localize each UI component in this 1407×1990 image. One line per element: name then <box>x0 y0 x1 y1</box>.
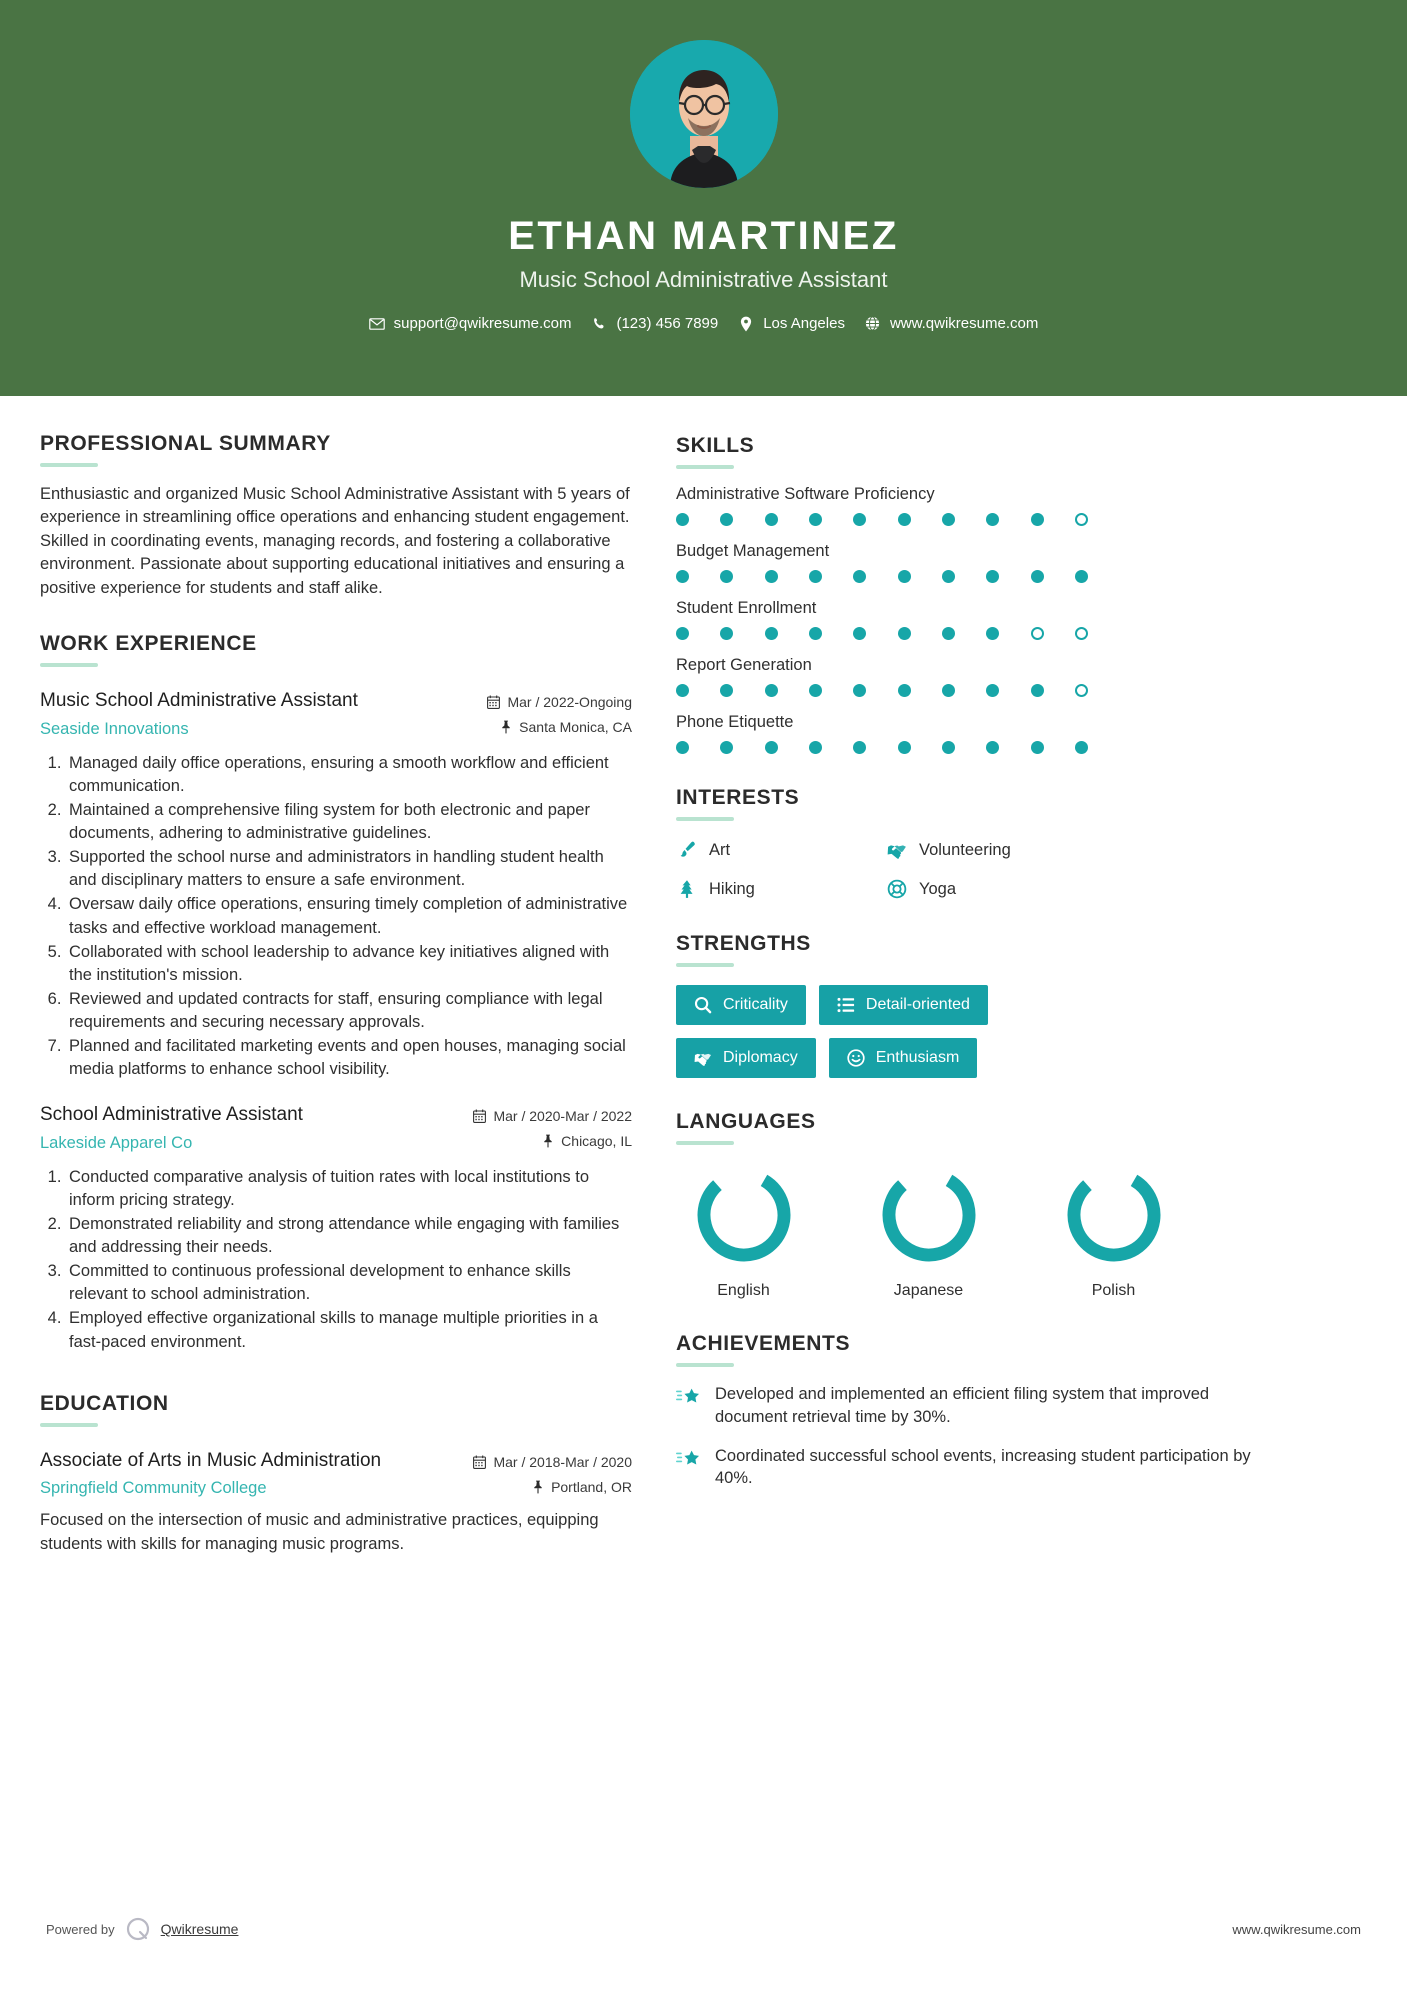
contact-email[interactable] <box>369 315 572 332</box>
paintbrush-icon <box>676 839 698 861</box>
work-bullet: 2. Maintained a comprehensive filing system for both electronic and paper documents, adhering to administrative guidelines. <box>66 799 632 845</box>
skill-item <box>676 485 1276 526</box>
work-entry-list <box>40 689 632 1354</box>
education-entry-meta <box>473 1449 632 1495</box>
qwikresume-brand-link[interactable]: Qwikresume <box>160 1921 239 1937</box>
skill-dot <box>765 741 778 754</box>
work-bullet: 2. Demonstrated reliability and strong attendance while engaging with families and addressing their needs. <box>66 1213 632 1259</box>
contact-location-text: Los Angeles <box>763 315 845 332</box>
star-badge-icon <box>676 1385 702 1411</box>
skill-dot <box>942 684 955 697</box>
work-bullet: 3. Supported the school nurse and administrators in handling student health and disciplinary matters to ensure a safe environment. <box>66 846 632 892</box>
strength-chip <box>819 985 988 1025</box>
contact-website-text: www.qwikresume.com <box>889 315 1039 332</box>
footer-url[interactable]: www.qwikresume.com <box>1232 1921 1361 1937</box>
work-entry-organization: Seaside Innovations <box>40 719 189 738</box>
work-entry <box>40 1103 632 1354</box>
skill-dot <box>942 741 955 754</box>
section-heading: PROFESSIONAL SUMMARY <box>40 432 331 455</box>
strength-chip <box>676 985 806 1025</box>
resume-header <box>0 0 1407 396</box>
education-entry-title: Associate of Arts in Music Administration <box>40 1449 382 1471</box>
contact-phone[interactable] <box>591 315 718 332</box>
work-bullet: 6. Reviewed and updated contracts for staff, ensuring compliance with legal requirements and securing necessary approvals. <box>66 988 632 1034</box>
achievement-list <box>676 1383 1276 1490</box>
work-entry-location: Santa Monica, CA <box>487 719 632 735</box>
location-pin-icon <box>738 316 754 332</box>
work-entry-meta <box>487 689 632 735</box>
contact-phone-text: (123) 456 7899 <box>616 315 719 332</box>
section-heading: LANGUAGES <box>676 1110 816 1133</box>
language-progress-ring <box>879 1165 979 1265</box>
language-item <box>676 1165 811 1300</box>
education-entry-date: Mar / 2018-Mar / 2020 <box>473 1454 632 1470</box>
calendar-icon <box>487 695 500 709</box>
calendar-icon <box>473 1455 486 1469</box>
powered-by-block <box>46 1916 238 1942</box>
skill-dot <box>1031 570 1044 583</box>
section-heading: ACHIEVEMENTS <box>676 1332 851 1355</box>
skill-list <box>676 485 1276 754</box>
pin-icon <box>499 720 512 734</box>
avatar-photo <box>630 40 778 188</box>
skill-dot <box>765 513 778 526</box>
achievement-item <box>676 1383 1276 1429</box>
education-entry <box>40 1449 632 1556</box>
section-professional-summary <box>40 432 632 600</box>
section-rule <box>40 663 98 667</box>
skill-dot <box>676 627 689 640</box>
interest-label: Art <box>709 840 731 859</box>
language-item <box>861 1165 996 1300</box>
skill-dot <box>853 513 866 526</box>
strength-chip <box>676 1038 816 1078</box>
section-interests <box>676 786 1276 900</box>
language-item <box>1046 1165 1181 1300</box>
work-bullet-list <box>40 752 632 1081</box>
section-work-experience <box>40 632 632 1354</box>
work-bullet: 4. Oversaw daily office operations, ensuring timely completion of administrative tasks and effective workload management. <box>66 893 632 939</box>
magnifier-icon <box>694 996 712 1014</box>
section-education <box>40 1392 632 1556</box>
skill-dot <box>1075 684 1088 697</box>
handshake-icon <box>694 1049 712 1067</box>
skill-dot <box>986 627 999 640</box>
pin-icon <box>541 1134 554 1148</box>
contact-email-text: support@qwikresume.com <box>393 315 572 332</box>
interest-item <box>676 839 886 861</box>
skill-dot <box>853 741 866 754</box>
envelope-icon <box>369 316 385 332</box>
strength-chip <box>829 1038 978 1078</box>
work-bullet-list <box>40 1166 632 1354</box>
professional-title: Music School Administrative Assistant <box>519 267 888 292</box>
list-icon <box>837 996 855 1014</box>
achievement-item <box>676 1445 1276 1491</box>
section-rule <box>40 463 98 467</box>
work-bullet: 1. Managed daily office operations, ensuring a smooth workflow and efficient communication. <box>66 752 632 798</box>
skill-rating <box>676 513 1088 526</box>
skill-dot <box>809 684 822 697</box>
skill-dot <box>986 684 999 697</box>
work-entry-date: Mar / 2020-Mar / 2022 <box>473 1108 632 1124</box>
skill-dot <box>720 741 733 754</box>
work-entry-title: School Administrative Assistant <box>40 1104 303 1126</box>
skill-dot <box>1031 741 1044 754</box>
section-rule <box>676 1363 734 1367</box>
work-bullet: 1. Conducted comparative analysis of tuition rates with local institutions to inform pricing strategy. <box>66 1166 632 1212</box>
contact-location <box>738 315 845 332</box>
skill-dot <box>765 570 778 583</box>
strength-label: Enthusiasm <box>875 1049 960 1066</box>
language-progress-ring <box>694 1165 794 1265</box>
globe-icon <box>865 316 881 332</box>
contact-website[interactable] <box>865 315 1038 332</box>
qwikresume-logo-icon <box>125 1916 151 1942</box>
interest-label: Hiking <box>709 879 755 898</box>
skill-item <box>676 542 1276 583</box>
contact-bar <box>369 315 1039 332</box>
strength-label: Diplomacy <box>723 1049 798 1066</box>
skill-dot <box>1031 513 1044 526</box>
work-bullet: 4. Employed effective organizational skills to manage multiple priorities in a fast-paced environment. <box>66 1307 632 1353</box>
phone-icon <box>591 316 607 332</box>
skill-dot <box>809 741 822 754</box>
skill-dot <box>898 513 911 526</box>
language-label: Japanese <box>893 1282 964 1299</box>
skill-rating <box>676 684 1088 697</box>
skill-item <box>676 713 1276 754</box>
section-rule <box>40 1423 98 1427</box>
skill-dot <box>898 684 911 697</box>
skill-name: Student Enrollment <box>676 599 817 617</box>
skill-dot <box>1075 627 1088 640</box>
section-achievements <box>676 1332 1276 1490</box>
work-entry-location: Chicago, IL <box>473 1133 632 1149</box>
interest-item <box>886 878 1276 900</box>
skill-name: Administrative Software Proficiency <box>676 485 935 503</box>
language-list <box>676 1165 1276 1300</box>
skill-dot <box>898 741 911 754</box>
skill-dot <box>765 684 778 697</box>
skill-dot <box>809 513 822 526</box>
skill-dot <box>853 684 866 697</box>
work-bullet: 5. Collaborated with school leadership to advance key initiatives aligned with the institution's mission. <box>66 941 632 987</box>
calendar-icon <box>473 1109 486 1123</box>
interest-label: Volunteering <box>919 840 1011 859</box>
skill-dot <box>942 570 955 583</box>
resume-body <box>0 396 1407 1560</box>
section-languages <box>676 1110 1276 1300</box>
section-heading: SKILLS <box>676 434 755 457</box>
language-label: Polish <box>1091 1282 1136 1299</box>
section-skills <box>676 434 1276 754</box>
skill-dot <box>676 741 689 754</box>
skill-dot <box>1075 570 1088 583</box>
smiley-icon <box>847 1049 865 1067</box>
skill-dot <box>986 570 999 583</box>
education-entry-location: Portland, OR <box>473 1479 632 1495</box>
section-rule <box>676 1141 734 1145</box>
skill-dot <box>720 627 733 640</box>
skill-dot <box>809 627 822 640</box>
skill-item <box>676 656 1276 697</box>
skill-dot <box>809 570 822 583</box>
skill-name: Budget Management <box>676 542 830 560</box>
skill-dot <box>986 741 999 754</box>
section-rule <box>676 465 734 469</box>
tree-icon <box>676 878 698 900</box>
interest-item <box>886 839 1276 861</box>
skill-dot <box>1031 684 1044 697</box>
lifebuoy-icon <box>886 878 908 900</box>
summary-text: Enthusiastic and organized Music School Administrative Assistant with 5 years of experience in streamlining office operations and enhancing student engagement. Skilled in coordinating events, managing records, and fostering a collaborative environment. Passionate about supporting educational initiatives and ensuring a positive experience for students and staff alike. <box>40 485 630 597</box>
education-entry-list <box>40 1449 632 1556</box>
avatar <box>630 40 778 188</box>
work-entry-date: Mar / 2022-Ongoing <box>487 694 632 710</box>
work-bullet: 3. Committed to continuous professional development to enhance skills relevant to school administration. <box>66 1260 632 1306</box>
language-progress-ring <box>1064 1165 1164 1265</box>
interest-label: Yoga <box>919 879 957 898</box>
work-entry <box>40 689 632 1081</box>
work-entry-title: Music School Administrative Assistant <box>40 690 358 712</box>
skill-item <box>676 599 1276 640</box>
pin-icon <box>531 1480 544 1494</box>
skill-rating <box>676 627 1088 640</box>
section-rule <box>676 963 734 967</box>
section-heading: WORK EXPERIENCE <box>40 632 257 656</box>
skill-dot <box>720 513 733 526</box>
skill-dot <box>720 570 733 583</box>
strength-label: Criticality <box>723 996 788 1013</box>
interest-list <box>676 839 1276 900</box>
section-strengths <box>676 932 1276 1078</box>
skill-dot <box>676 570 689 583</box>
strength-label: Detail-oriented <box>865 996 970 1013</box>
section-heading: EDUCATION <box>40 1391 169 1415</box>
education-description: Focused on the intersection of music and administrative practices, equipping students with skills for managing music programs. <box>40 1511 599 1553</box>
skill-dot <box>942 513 955 526</box>
skill-dot <box>1075 741 1088 754</box>
work-entry-meta <box>473 1103 632 1149</box>
interest-item <box>676 878 886 900</box>
work-entry-organization: Lakeside Apparel Co <box>40 1133 193 1152</box>
skill-name: Phone Etiquette <box>676 713 794 731</box>
page-title: ETHAN MARTINEZ <box>508 214 899 258</box>
education-entry-organization: Springfield Community College <box>40 1479 267 1498</box>
skill-dot <box>853 627 866 640</box>
achievement-text: Coordinated successful school events, increasing student participation by 40%. <box>715 1446 1251 1488</box>
section-rule <box>676 817 734 821</box>
left-column <box>40 432 632 1560</box>
skill-rating <box>676 741 1088 754</box>
handshake-icon <box>886 839 908 861</box>
section-heading: INTERESTS <box>676 786 800 809</box>
skill-dot <box>676 684 689 697</box>
section-heading: STRENGTHS <box>676 932 811 955</box>
powered-by-label: Powered by <box>46 1921 115 1937</box>
skill-dot <box>986 513 999 526</box>
skill-dot <box>898 570 911 583</box>
skill-dot <box>853 570 866 583</box>
right-column <box>676 432 1276 1560</box>
skill-dot <box>765 627 778 640</box>
skill-dot <box>720 684 733 697</box>
skill-dot <box>1075 513 1088 526</box>
skill-dot <box>1031 627 1044 640</box>
skill-dot <box>942 627 955 640</box>
skill-dot <box>676 513 689 526</box>
work-bullet: 7. Planned and facilitated marketing events and open houses, managing social media platforms to enhance school visibility. <box>66 1035 632 1081</box>
strength-chip-list <box>676 985 1096 1078</box>
skill-name: Report Generation <box>676 656 812 674</box>
skill-dot <box>898 627 911 640</box>
skill-rating <box>676 570 1088 583</box>
star-badge-icon <box>676 1447 702 1473</box>
page-footer <box>0 1916 1407 1942</box>
achievement-text: Developed and implemented an efficient filing system that improved document retrieval time by 30%. <box>715 1385 1210 1426</box>
language-label: English <box>717 1282 770 1299</box>
